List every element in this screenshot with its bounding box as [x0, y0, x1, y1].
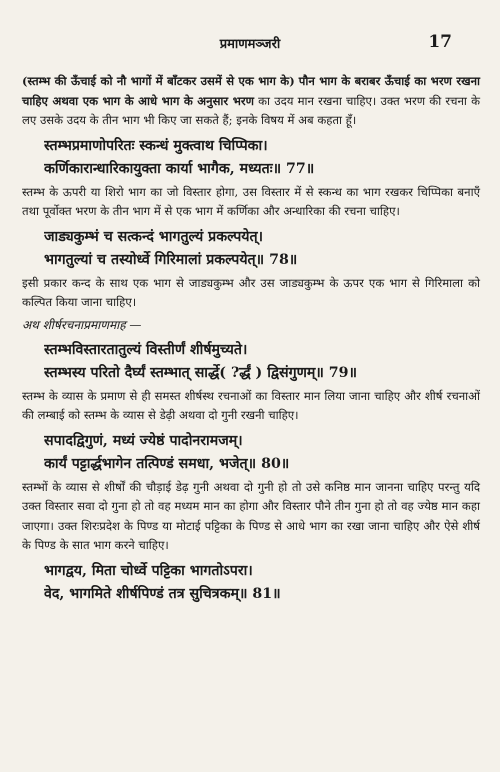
page-header	[0, 32, 500, 54]
verse-80	[22, 430, 480, 476]
verse-79-line-2: स्तम्भस्य परितो दैर्घ्यं स्तम्भात् सार्द्धे( ?र्द्धं ) द्विसंगुणम्॥ 79॥	[44, 364, 358, 381]
paragraph-1	[22, 72, 480, 131]
verse-81-line-2: वेद, भागमिते शीर्षपिण्डं तत्र सुचित्रकम्॥ 81॥	[44, 585, 281, 602]
commentary-79: स्तम्भ के व्यास के प्रमाण से ही समस्त शीर्षस्थ रचनाओं का विस्तार मान लिया जाना चाहिए और शीर्ष रचनाओं की लम्बाई को स्तम्भ के व्यास से डेढ़ी अथवा दो गुनी रखनी चाहिए।	[22, 388, 480, 422]
verse-77-line-2: कर्णिकारान्धारिकायुक्ता कार्या भागैक, मध्यतः॥ 77॥	[44, 160, 315, 177]
verse-80-line-2: कार्यं पट्टार्द्धभागेन तत्पिण्डं समधा, भजेत्॥ 80॥	[44, 455, 290, 472]
verse-80-line-1: सपादद्विगुणं, मध्यं ज्येष्ठं पादोनरामजम्।	[44, 432, 243, 449]
verse-78	[22, 226, 480, 272]
verse-79-line-1: स्तम्भविस्तारतातुल्यं विस्तीर्णं शीर्षमुच्यते।	[44, 341, 248, 358]
commentary-80: स्तम्भों के व्यास से शीर्षों की चौड़ाई डेढ़ गुनी अथवा दो गुनी हो तो उसे कनिष्ठ मान जानना चाहिए परन्तु यदि उक्त विस्तार सवा दो गुना हो तो वह मध्यम मान का होगा और विस्तार पौने तीन गुना हो तो वह ज्येष्ठ मान कहा जाएगा। उक्त शिरःप्रदेश के पिण्ड या मोटाई पट्टिका के पिण्ड से आधे भाग का रखा जाना चाहिए और ऐसे शीर्ष के पिण्ड के सात भाग करने चाहिए।	[22, 479, 480, 552]
verse-78-line-1: जाड्यकुम्भं च सत्कन्दं भागतुल्यं प्रकल्पयेत्।	[44, 228, 263, 245]
running-head: प्रमाणमञ्जरी	[219, 37, 281, 52]
verse-77-line-1: स्तम्भप्रमाणोपरितः स्कन्धं मुक्त्वाथ चिप्पिका।	[44, 137, 268, 154]
verse-81	[22, 560, 480, 606]
commentary-78: इसी प्रकार कन्द के साथ एक भाग से जाड्यकुम्भ और उस जाड्यकुम्भ के ऊपर एक भाग से गिरिमाला को कल्पित किया जाना चाहिए।	[22, 275, 480, 309]
verse-81-line-1: भागद्वय, मिता चोर्ध्वे पट्टिका भागतोऽपरा।	[44, 562, 253, 579]
commentary-77: स्तम्भ के ऊपरी या शिरो भाग का जो विस्तार होगा, उस विस्तार में से स्कन्ध का भाग रखकर चिप्पिका बनाएँ तथा पूर्वोक्त भरण के तीन भाग में से एक भाग में कर्णिका और अन्धारिका की रचना चाहिए।	[22, 184, 480, 218]
paragraph-1-bold: पौन भाग के बराबर ऊँचाई का भरण रखना चाहिए अथवा एक भाग के आधे भाग के अनुसार भरण	[22, 74, 481, 108]
verse-78-line-2: भागतुल्यां च तस्योर्ध्वे गिरिमालां प्रकल्पयेत्॥ 78॥	[44, 251, 298, 268]
paragraph-1-rest: का उदय मान रखना चाहिए। उक्त भरण की रचना के लए उसके उदय के तीन भाग भी किए जा सकते हैं; इनके विषय में अब कहता हूँ।	[22, 93, 480, 127]
section-intro: अथ शीर्षरचनाप्रमाणमाह —	[22, 317, 142, 332]
verse-79	[22, 339, 480, 385]
page-body	[22, 72, 480, 608]
paragraph-1-lead: (स्तम्भ की ऊँचाई को नौ भागों में बाँटकर उसमें से एक भाग के)	[22, 74, 295, 88]
verse-77	[22, 135, 480, 181]
page-number: 17	[428, 32, 452, 52]
